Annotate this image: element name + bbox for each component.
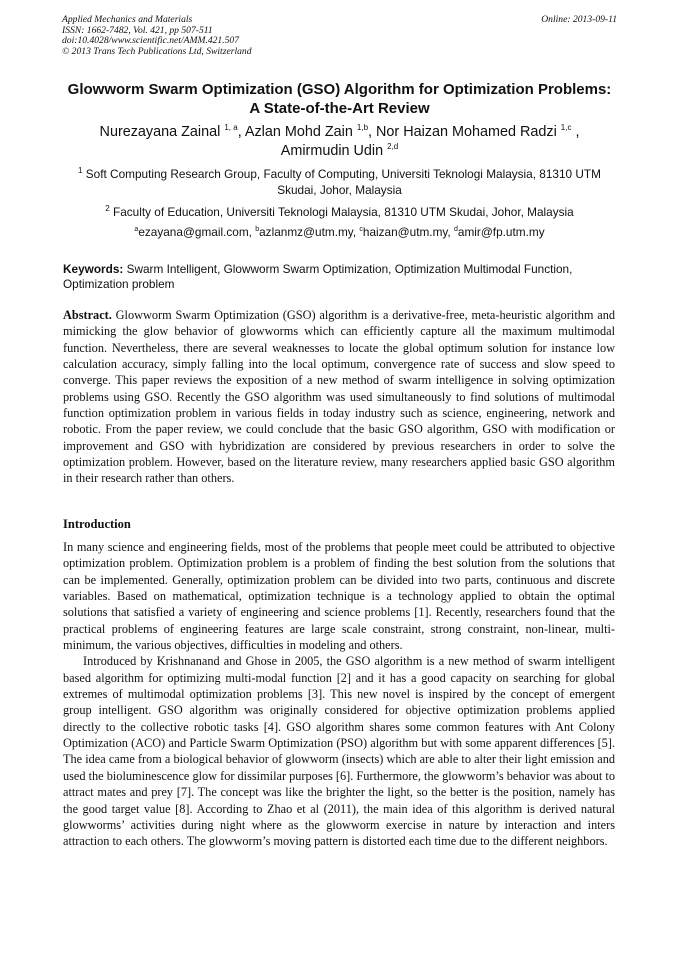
- affiliation-number: 1: [78, 166, 83, 176]
- author-list: [62, 123, 617, 161]
- email-mark: c: [359, 226, 363, 234]
- keywords-section: [63, 262, 615, 292]
- copyright-line: © 2013 Trans Tech Publications Ltd, Switzerland: [62, 45, 252, 57]
- author-affiliation-mark: 2,d: [387, 142, 399, 152]
- author-affiliation-mark: 1,c: [560, 123, 572, 133]
- author-name: Nurezayana Zainal: [99, 124, 221, 140]
- abstract-text: Glowworm Swarm Optimization (GSO) algorithm is a derivative-free, meta-heuristic algorithm and mimicking the glow behavior of glowworms which can efficiently capture all the maximum multimodal function. Nevertheless, there are several weaknesses to locate the global optimum solution for instance low calculation accuracy, simply falling into the local optimum, convergence rate of success and slow speed to converge. This paper reviews the exposition of a new method of swarm intelligence in solving optimization problems using GSO. Recently the GSO algorithm was used simultaneously to find solutions of multimodal function optimization problem in various fields in today industry such as science, engineering, network and robotic. From the paper review, we could conclude that the basic GSO algorithm, GSO with modification or improvement and GSO with hybridization are considered by previous researchers in order to solve the optimization problem. However, based on the literature review, many researchers applied basic GSO algorithm in their research rather than others.: [63, 308, 616, 486]
- affiliation-2: [62, 204, 617, 220]
- introduction-body: [63, 539, 615, 850]
- journal-name: Applied Mechanics and Materials: [62, 14, 193, 25]
- email-address: haizan@utm.my: [362, 225, 448, 239]
- paragraph: In many science and engineering fields, most of the problems that people meet could be attributed to objective optimization problem. Optimization problem is a problem of finding the best solution from the solutions that can be implemented. Generally, optimization problem can be divided into two parts, continuous and discrete variables. Based on mathematical, optimization technique is a technology applied to obtain the optimal solutions that satisfied a variety of engineering and science problems [1]. Recently, researchers found that the practical problems of engineering features are large scale constraint, strong constraint, non-linear, multi-minimum, the various objectives, difficulties in modeling and others.: [63, 540, 615, 653]
- affiliation-text: Soft Computing Research Group, Faculty of Computing, Universiti Teknologi Malaysia, 81310 UTM Skudai, Johor, Malaysia: [85, 167, 601, 197]
- online-date: Online: 2013-09-11: [541, 14, 617, 25]
- email-separator: ,: [248, 225, 256, 239]
- journal-header: [62, 15, 617, 57]
- author-separator: ,: [571, 124, 580, 140]
- affiliation-1: [62, 166, 617, 198]
- author-separator: ,: [368, 124, 377, 140]
- author-separator: ,: [237, 124, 245, 140]
- email-list: [62, 224, 617, 240]
- doi-line: doi:10.4028/www.scientific.net/AMM.421.507: [62, 35, 240, 47]
- author-name: Nor Haizan Mohamed Radzi: [376, 124, 557, 140]
- author-name: Azlan Mohd Zain: [244, 124, 353, 140]
- abstract-label: Abstract.: [63, 308, 112, 322]
- abstract-section: [63, 307, 615, 487]
- keywords-label: Keywords:: [63, 262, 124, 276]
- keywords-text: Swarm Intelligent, Glowworm Swarm Optimization, Optimization Multimodal Function, Optimization problem: [63, 262, 573, 291]
- email-mark: d: [453, 226, 458, 234]
- email-mark: a: [134, 226, 139, 234]
- email-mark: b: [255, 226, 260, 234]
- email-address: amir@fp.utm.my: [457, 225, 545, 239]
- introduction-heading: Introduction: [63, 517, 131, 531]
- email-address: ezayana@gmail.com: [138, 225, 249, 239]
- author-affiliation-mark: 1, a: [224, 123, 238, 133]
- email-separator: ,: [352, 225, 360, 239]
- author-name: Amirmudin Udin: [280, 143, 384, 159]
- email-separator: ,: [447, 225, 454, 239]
- affiliation-number: 2: [105, 204, 110, 214]
- issn-line: ISSN: 1662-7482, Vol. 421, pp 507-511: [62, 24, 213, 36]
- author-affiliation-mark: 1,b: [356, 123, 369, 133]
- paragraph: Introduced by Krishnanand and Ghose in 2005, the GSO algorithm is a new method of swarm intelligent based algorithm for optimizing multi-modal function [2] and it has a good capacity on searching for global extremes of multimodal optimization problems [3]. This new novel is inspired by the concept of emergent group intelligent. GSO algorithm was originally considered for objective optimization problems applied directly to the collective robotic tasks [4]. GSO algorithm shares some common features with Ant Colony Optimization (ACO) and Particle Swarm Optimization (PSO) algorithm but with some apparent differences [5]. The idea came from a biological behavior of glowworm (insects) which are able to alter their light emission and used the bioluminescence glow for dissimilar purposes [6]. Furthermore, the glowworm’s behavior was about to attract mates and prey [7]. The concept was like the brighter the light, so the better is the position, namely has the good target value [8]. According to Zhao et al (2011), the main idea of this algorithm is derived natural glowworms’ activities during night where as the glowworm exercise in nature by interaction and inters attraction to each others. The glowworm’s moving pattern is distorted each time due to the different neighbors.: [63, 654, 615, 849]
- email-address: azlanmz@utm.my: [259, 225, 353, 239]
- paper-title: Glowworm Swarm Optimization (GSO) Algorithm for Optimization Problems: A State-of-the-Art Review: [67, 81, 612, 117]
- affiliation-text: Faculty of Education, Universiti Teknologi Malaysia, 81310 UTM Skudai, Johor, Malaysia: [112, 205, 574, 219]
